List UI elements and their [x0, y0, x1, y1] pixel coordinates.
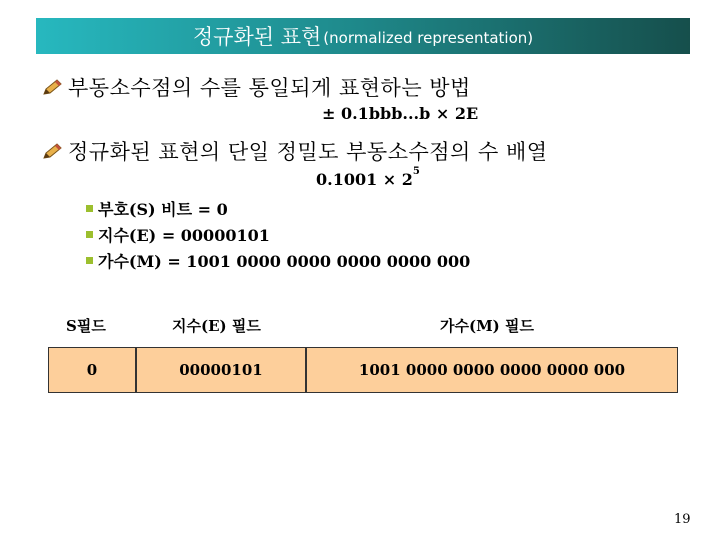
square-bullet-icon	[86, 257, 93, 264]
formula-example-base: 0.1001 × 2	[316, 170, 413, 189]
subitem-sign	[86, 197, 228, 220]
subitem-exponent	[86, 223, 270, 246]
cell-exponent-value: 00000101	[136, 347, 306, 393]
bullet-2	[42, 136, 548, 166]
cell-s-value: 0	[48, 347, 136, 393]
formula-normalized: ± 0.1bbb...b × 2E	[322, 104, 479, 123]
subitem-mantissa-text: 가수(M) = 1001 0000 0000 0000 0000 000	[98, 252, 471, 271]
subitem-mantissa	[86, 249, 470, 272]
slide-title	[36, 18, 690, 54]
bullet-2-text: 정규화된 표현의 단일 정밀도 부동소수점의 수 배열	[68, 140, 548, 164]
title-sub: (normalized representation)	[323, 29, 534, 47]
header-exponent-field: 지수(E) 필드	[172, 317, 261, 335]
bullet-1-text: 부동소수점의 수를 통일되게 표현하는 방법	[68, 76, 471, 100]
subitem-sign-text: 부호(S) 비트 = 0	[98, 200, 228, 219]
title-bar	[36, 18, 690, 54]
cell-mantissa-value: 1001 0000 0000 0000 0000 000	[306, 347, 678, 393]
pencil-icon	[42, 78, 64, 96]
subitem-exponent-text: 지수(E) = 00000101	[98, 226, 270, 245]
formula-example-exponent: 5	[412, 166, 420, 177]
header-s-field: S필드	[66, 317, 106, 335]
pencil-icon	[42, 142, 64, 160]
page-number: 19	[674, 512, 691, 527]
formula-example	[316, 166, 420, 189]
square-bullet-icon	[86, 205, 93, 212]
header-mantissa-field: 가수(M) 필드	[440, 317, 534, 335]
square-bullet-icon	[86, 231, 93, 238]
bullet-1	[42, 72, 471, 102]
title-main: 정규화된 표현	[192, 25, 322, 49]
